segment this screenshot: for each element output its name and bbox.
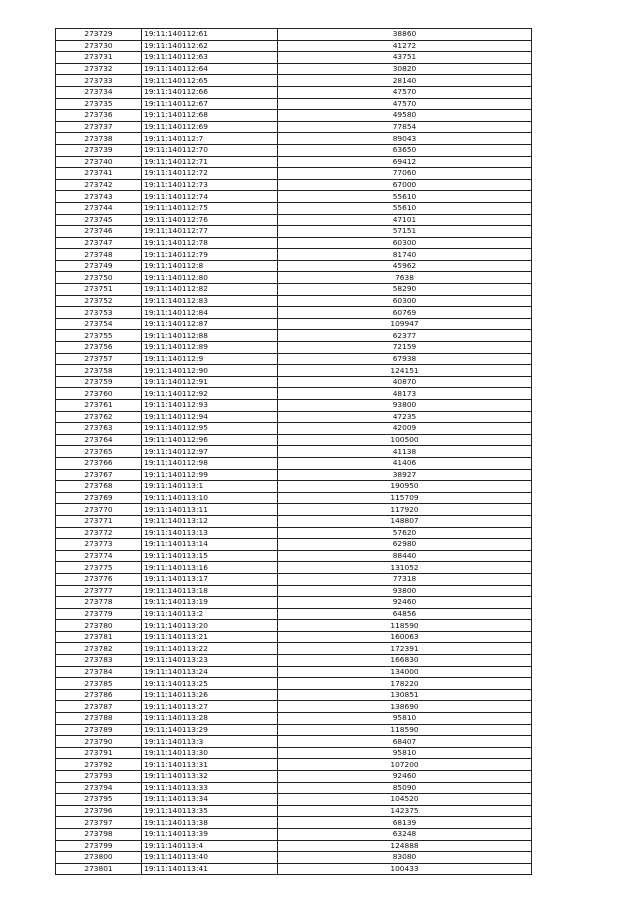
cadastral-number-cell: 19:11:140113:1 — [142, 481, 278, 493]
value-cell: 117920 — [278, 504, 532, 516]
table-row — [56, 759, 532, 771]
value-cell: 57151 — [278, 226, 532, 238]
row-id-cell: 273797 — [56, 817, 142, 829]
table-row — [56, 144, 532, 156]
value-cell: 41272 — [278, 40, 532, 52]
table-row — [56, 168, 532, 180]
value-cell: 67000 — [278, 179, 532, 191]
row-id-cell: 273752 — [56, 295, 142, 307]
cadastral-number-cell: 19:11:140113:20 — [142, 620, 278, 632]
row-id-cell: 273747 — [56, 237, 142, 249]
cadastral-number-cell: 19:11:140113:33 — [142, 782, 278, 794]
row-id-cell: 273776 — [56, 573, 142, 585]
row-id-cell: 273780 — [56, 620, 142, 632]
cadastral-number-cell: 19:11:140113:24 — [142, 666, 278, 678]
cadastral-number-cell: 19:11:140113:23 — [142, 655, 278, 667]
table-row — [56, 318, 532, 330]
cadastral-number-cell: 19:11:140113:4 — [142, 840, 278, 852]
cadastral-number-cell: 19:11:140113:34 — [142, 794, 278, 806]
cadastral-number-cell: 19:11:140113:12 — [142, 515, 278, 527]
value-cell: 47101 — [278, 214, 532, 226]
cadastral-number-cell: 19:11:140113:19 — [142, 597, 278, 609]
cadastral-number-cell: 19:11:140112:88 — [142, 330, 278, 342]
value-cell: 55610 — [278, 191, 532, 203]
row-id-cell: 273787 — [56, 701, 142, 713]
cadastral-number-cell: 19:11:140112:65 — [142, 75, 278, 87]
table-row — [56, 376, 532, 388]
value-cell: 77060 — [278, 168, 532, 180]
cadastral-number-cell: 19:11:140113:3 — [142, 736, 278, 748]
row-id-cell: 273737 — [56, 121, 142, 133]
row-id-cell: 273759 — [56, 376, 142, 388]
table-row — [56, 620, 532, 632]
table-row — [56, 272, 532, 284]
value-cell: 131052 — [278, 562, 532, 574]
cadastral-number-cell: 19:11:140112:61 — [142, 29, 278, 41]
value-cell: 92460 — [278, 771, 532, 783]
row-id-cell: 273741 — [56, 168, 142, 180]
cadastral-number-cell: 19:11:140113:17 — [142, 573, 278, 585]
cadastral-number-cell: 19:11:140112:62 — [142, 40, 278, 52]
table-row — [56, 701, 532, 713]
table-row — [56, 457, 532, 469]
table-row — [56, 295, 532, 307]
value-cell: 63650 — [278, 144, 532, 156]
row-id-cell: 273751 — [56, 284, 142, 296]
row-id-cell: 273779 — [56, 608, 142, 620]
cadastral-number-cell: 19:11:140113:14 — [142, 539, 278, 551]
cadastral-number-cell: 19:11:140113:13 — [142, 527, 278, 539]
row-id-cell: 273731 — [56, 52, 142, 64]
cadastral-number-cell: 19:11:140112:77 — [142, 226, 278, 238]
table-row — [56, 121, 532, 133]
row-id-cell: 273749 — [56, 260, 142, 272]
row-id-cell: 273744 — [56, 202, 142, 214]
row-id-cell: 273771 — [56, 515, 142, 527]
cadastral-number-cell: 19:11:140113:21 — [142, 631, 278, 643]
table-row — [56, 86, 532, 98]
row-id-cell: 273786 — [56, 689, 142, 701]
value-cell: 55610 — [278, 202, 532, 214]
value-cell: 30820 — [278, 63, 532, 75]
value-cell: 109947 — [278, 318, 532, 330]
row-id-cell: 273755 — [56, 330, 142, 342]
cadastral-number-cell: 19:11:140112:70 — [142, 144, 278, 156]
row-id-cell: 273761 — [56, 400, 142, 412]
value-cell: 60300 — [278, 295, 532, 307]
table-row — [56, 388, 532, 400]
value-cell: 28140 — [278, 75, 532, 87]
row-id-cell: 273769 — [56, 492, 142, 504]
row-id-cell: 273736 — [56, 110, 142, 122]
table-row — [56, 191, 532, 203]
row-id-cell: 273745 — [56, 214, 142, 226]
table-row — [56, 202, 532, 214]
cadastral-number-cell: 19:11:140113:27 — [142, 701, 278, 713]
row-id-cell: 273789 — [56, 724, 142, 736]
table-row — [56, 747, 532, 759]
table-row — [56, 527, 532, 539]
value-cell: 178220 — [278, 678, 532, 690]
value-cell: 43751 — [278, 52, 532, 64]
table-row — [56, 817, 532, 829]
value-cell: 83080 — [278, 852, 532, 864]
value-cell: 60300 — [278, 237, 532, 249]
cadastral-number-cell: 19:11:140113:30 — [142, 747, 278, 759]
row-id-cell: 273777 — [56, 585, 142, 597]
cadastral-number-cell: 19:11:140112:8 — [142, 260, 278, 272]
cadastral-number-cell: 19:11:140112:82 — [142, 284, 278, 296]
table-row — [56, 307, 532, 319]
value-cell: 60769 — [278, 307, 532, 319]
table-row — [56, 597, 532, 609]
table-row — [56, 643, 532, 655]
row-id-cell: 273774 — [56, 550, 142, 562]
cadastral-number-cell: 19:11:140112:91 — [142, 376, 278, 388]
table-row — [56, 98, 532, 110]
table-row — [56, 724, 532, 736]
value-cell: 38860 — [278, 29, 532, 41]
row-id-cell: 273785 — [56, 678, 142, 690]
cadastral-number-cell: 19:11:140113:41 — [142, 863, 278, 875]
row-id-cell: 273775 — [56, 562, 142, 574]
table-row — [56, 481, 532, 493]
value-cell: 40870 — [278, 376, 532, 388]
table-row — [56, 63, 532, 75]
cadastral-number-cell: 19:11:140112:78 — [142, 237, 278, 249]
data-table — [55, 28, 532, 875]
value-cell: 62377 — [278, 330, 532, 342]
value-cell: 68139 — [278, 817, 532, 829]
cadastral-number-cell: 19:11:140112:64 — [142, 63, 278, 75]
cadastral-number-cell: 19:11:140113:29 — [142, 724, 278, 736]
table-row — [56, 840, 532, 852]
value-cell: 62980 — [278, 539, 532, 551]
value-cell: 172391 — [278, 643, 532, 655]
row-id-cell: 273740 — [56, 156, 142, 168]
row-id-cell: 273760 — [56, 388, 142, 400]
cadastral-number-cell: 19:11:140113:40 — [142, 852, 278, 864]
value-cell: 124151 — [278, 365, 532, 377]
cadastral-number-cell: 19:11:140112:93 — [142, 400, 278, 412]
table-row — [56, 736, 532, 748]
row-id-cell: 273773 — [56, 539, 142, 551]
value-cell: 58290 — [278, 284, 532, 296]
value-cell: 115709 — [278, 492, 532, 504]
cadastral-number-cell: 19:11:140112:75 — [142, 202, 278, 214]
cadastral-number-cell: 19:11:140112:98 — [142, 457, 278, 469]
value-cell: 142375 — [278, 805, 532, 817]
value-cell: 100500 — [278, 434, 532, 446]
row-id-cell: 273766 — [56, 457, 142, 469]
row-id-cell: 273778 — [56, 597, 142, 609]
value-cell: 130851 — [278, 689, 532, 701]
value-cell: 63248 — [278, 828, 532, 840]
row-id-cell: 273784 — [56, 666, 142, 678]
row-id-cell: 273770 — [56, 504, 142, 516]
cadastral-number-cell: 19:11:140112:83 — [142, 295, 278, 307]
cadastral-number-cell: 19:11:140112:79 — [142, 249, 278, 261]
value-cell: 7638 — [278, 272, 532, 284]
value-cell: 47235 — [278, 411, 532, 423]
value-cell: 41138 — [278, 446, 532, 458]
cadastral-number-cell: 19:11:140113:32 — [142, 771, 278, 783]
cadastral-number-cell: 19:11:140112:96 — [142, 434, 278, 446]
cadastral-number-cell: 19:11:140112:74 — [142, 191, 278, 203]
table-row — [56, 631, 532, 643]
value-cell: 77318 — [278, 573, 532, 585]
value-cell: 69412 — [278, 156, 532, 168]
value-cell: 92460 — [278, 597, 532, 609]
cadastral-number-cell: 19:11:140112:67 — [142, 98, 278, 110]
table-row — [56, 492, 532, 504]
value-cell: 95810 — [278, 747, 532, 759]
value-cell: 72159 — [278, 342, 532, 354]
row-id-cell: 273798 — [56, 828, 142, 840]
cadastral-number-cell: 19:11:140113:11 — [142, 504, 278, 516]
row-id-cell: 273739 — [56, 144, 142, 156]
table-row — [56, 365, 532, 377]
table-row — [56, 260, 532, 272]
table-row — [56, 678, 532, 690]
table-row — [56, 666, 532, 678]
row-id-cell: 273793 — [56, 771, 142, 783]
row-id-cell: 273796 — [56, 805, 142, 817]
table-row — [56, 805, 532, 817]
row-id-cell: 273783 — [56, 655, 142, 667]
table-row — [56, 782, 532, 794]
row-id-cell: 273750 — [56, 272, 142, 284]
value-cell: 93800 — [278, 400, 532, 412]
value-cell: 160063 — [278, 631, 532, 643]
value-cell: 45962 — [278, 260, 532, 272]
cadastral-number-cell: 19:11:140112:92 — [142, 388, 278, 400]
table-row — [56, 794, 532, 806]
row-id-cell: 273733 — [56, 75, 142, 87]
table-row — [56, 469, 532, 481]
value-cell: 41406 — [278, 457, 532, 469]
cadastral-number-cell: 19:11:140113:35 — [142, 805, 278, 817]
table-row — [56, 249, 532, 261]
row-id-cell: 273781 — [56, 631, 142, 643]
value-cell: 118590 — [278, 620, 532, 632]
cadastral-number-cell: 19:11:140112:80 — [142, 272, 278, 284]
row-id-cell: 273763 — [56, 423, 142, 435]
row-id-cell: 273772 — [56, 527, 142, 539]
cadastral-number-cell: 19:11:140113:2 — [142, 608, 278, 620]
table-row — [56, 771, 532, 783]
table-row — [56, 133, 532, 145]
value-cell: 100433 — [278, 863, 532, 875]
cadastral-number-cell: 19:11:140112:94 — [142, 411, 278, 423]
table-row — [56, 52, 532, 64]
table-row — [56, 573, 532, 585]
table-row — [56, 237, 532, 249]
table-row — [56, 655, 532, 667]
value-cell: 42009 — [278, 423, 532, 435]
value-cell: 77854 — [278, 121, 532, 133]
table-row — [56, 585, 532, 597]
value-cell: 67938 — [278, 353, 532, 365]
row-id-cell: 273767 — [56, 469, 142, 481]
table-row — [56, 713, 532, 725]
table-row — [56, 539, 532, 551]
cadastral-number-cell: 19:11:140113:26 — [142, 689, 278, 701]
cadastral-number-cell: 19:11:140112:73 — [142, 179, 278, 191]
cadastral-number-cell: 19:11:140113:38 — [142, 817, 278, 829]
row-id-cell: 273729 — [56, 29, 142, 41]
value-cell: 107200 — [278, 759, 532, 771]
cadastral-number-cell: 19:11:140112:9 — [142, 353, 278, 365]
row-id-cell: 273762 — [56, 411, 142, 423]
value-cell: 104520 — [278, 794, 532, 806]
row-id-cell: 273764 — [56, 434, 142, 446]
row-id-cell: 273801 — [56, 863, 142, 875]
table-row — [56, 828, 532, 840]
table-row — [56, 342, 532, 354]
row-id-cell: 273757 — [56, 353, 142, 365]
cadastral-number-cell: 19:11:140113:28 — [142, 713, 278, 725]
table-row — [56, 515, 532, 527]
value-cell: 148807 — [278, 515, 532, 527]
value-cell: 190950 — [278, 481, 532, 493]
table-row — [56, 179, 532, 191]
row-id-cell: 273791 — [56, 747, 142, 759]
row-id-cell: 273758 — [56, 365, 142, 377]
value-cell: 95810 — [278, 713, 532, 725]
row-id-cell: 273768 — [56, 481, 142, 493]
row-id-cell: 273738 — [56, 133, 142, 145]
value-cell: 57620 — [278, 527, 532, 539]
row-id-cell: 273746 — [56, 226, 142, 238]
table-row — [56, 689, 532, 701]
cadastral-number-cell: 19:11:140113:31 — [142, 759, 278, 771]
row-id-cell: 273748 — [56, 249, 142, 261]
row-id-cell: 273795 — [56, 794, 142, 806]
table-row — [56, 434, 532, 446]
table-row — [56, 75, 532, 87]
value-cell: 89043 — [278, 133, 532, 145]
table-row — [56, 411, 532, 423]
cadastral-number-cell: 19:11:140112:63 — [142, 52, 278, 64]
table-row — [56, 214, 532, 226]
cadastral-number-cell: 19:11:140113:25 — [142, 678, 278, 690]
row-id-cell: 273765 — [56, 446, 142, 458]
row-id-cell: 273792 — [56, 759, 142, 771]
table-row — [56, 863, 532, 875]
cadastral-number-cell: 19:11:140112:69 — [142, 121, 278, 133]
row-id-cell: 273800 — [56, 852, 142, 864]
cadastral-number-cell: 19:11:140112:90 — [142, 365, 278, 377]
cadastral-number-cell: 19:11:140112:68 — [142, 110, 278, 122]
value-cell: 49580 — [278, 110, 532, 122]
row-id-cell: 273730 — [56, 40, 142, 52]
table-row — [56, 423, 532, 435]
cadastral-number-cell: 19:11:140112:76 — [142, 214, 278, 226]
cadastral-number-cell: 19:11:140113:18 — [142, 585, 278, 597]
table-row — [56, 330, 532, 342]
value-cell: 93800 — [278, 585, 532, 597]
cadastral-number-cell: 19:11:140112:84 — [142, 307, 278, 319]
table-row — [56, 353, 532, 365]
data-table-body — [56, 29, 532, 875]
cadastral-number-cell: 19:11:140112:97 — [142, 446, 278, 458]
cadastral-number-cell: 19:11:140112:66 — [142, 86, 278, 98]
cadastral-number-cell: 19:11:140112:95 — [142, 423, 278, 435]
value-cell: 118590 — [278, 724, 532, 736]
value-cell: 48173 — [278, 388, 532, 400]
value-cell: 81740 — [278, 249, 532, 261]
table-row — [56, 550, 532, 562]
cadastral-number-cell: 19:11:140112:99 — [142, 469, 278, 481]
value-cell: 124888 — [278, 840, 532, 852]
table-row — [56, 29, 532, 41]
row-id-cell: 273794 — [56, 782, 142, 794]
cadastral-number-cell: 19:11:140113:15 — [142, 550, 278, 562]
table-row — [56, 608, 532, 620]
value-cell: 47570 — [278, 86, 532, 98]
table-row — [56, 156, 532, 168]
table-row — [56, 284, 532, 296]
table-row — [56, 400, 532, 412]
value-cell: 134000 — [278, 666, 532, 678]
table-row — [56, 852, 532, 864]
row-id-cell: 273735 — [56, 98, 142, 110]
value-cell: 64856 — [278, 608, 532, 620]
cadastral-number-cell: 19:11:140113:10 — [142, 492, 278, 504]
value-cell: 47570 — [278, 98, 532, 110]
cadastral-number-cell: 19:11:140113:16 — [142, 562, 278, 574]
value-cell: 85090 — [278, 782, 532, 794]
row-id-cell: 273753 — [56, 307, 142, 319]
row-id-cell: 273754 — [56, 318, 142, 330]
row-id-cell: 273742 — [56, 179, 142, 191]
value-cell: 38927 — [278, 469, 532, 481]
table-row — [56, 110, 532, 122]
row-id-cell: 273732 — [56, 63, 142, 75]
row-id-cell: 273756 — [56, 342, 142, 354]
table-row — [56, 446, 532, 458]
cadastral-number-cell: 19:11:140112:89 — [142, 342, 278, 354]
cadastral-number-cell: 19:11:140112:72 — [142, 168, 278, 180]
table-row — [56, 562, 532, 574]
table-row — [56, 226, 532, 238]
row-id-cell: 273782 — [56, 643, 142, 655]
value-cell: 88440 — [278, 550, 532, 562]
row-id-cell: 273790 — [56, 736, 142, 748]
cadastral-number-cell: 19:11:140112:71 — [142, 156, 278, 168]
cadastral-number-cell: 19:11:140112:87 — [142, 318, 278, 330]
value-cell: 138690 — [278, 701, 532, 713]
cadastral-number-cell: 19:11:140112:7 — [142, 133, 278, 145]
table-row — [56, 40, 532, 52]
value-cell: 68407 — [278, 736, 532, 748]
cadastral-number-cell: 19:11:140113:39 — [142, 828, 278, 840]
row-id-cell: 273734 — [56, 86, 142, 98]
row-id-cell: 273799 — [56, 840, 142, 852]
table-row — [56, 504, 532, 516]
row-id-cell: 273788 — [56, 713, 142, 725]
value-cell: 166830 — [278, 655, 532, 667]
cadastral-number-cell: 19:11:140113:22 — [142, 643, 278, 655]
row-id-cell: 273743 — [56, 191, 142, 203]
